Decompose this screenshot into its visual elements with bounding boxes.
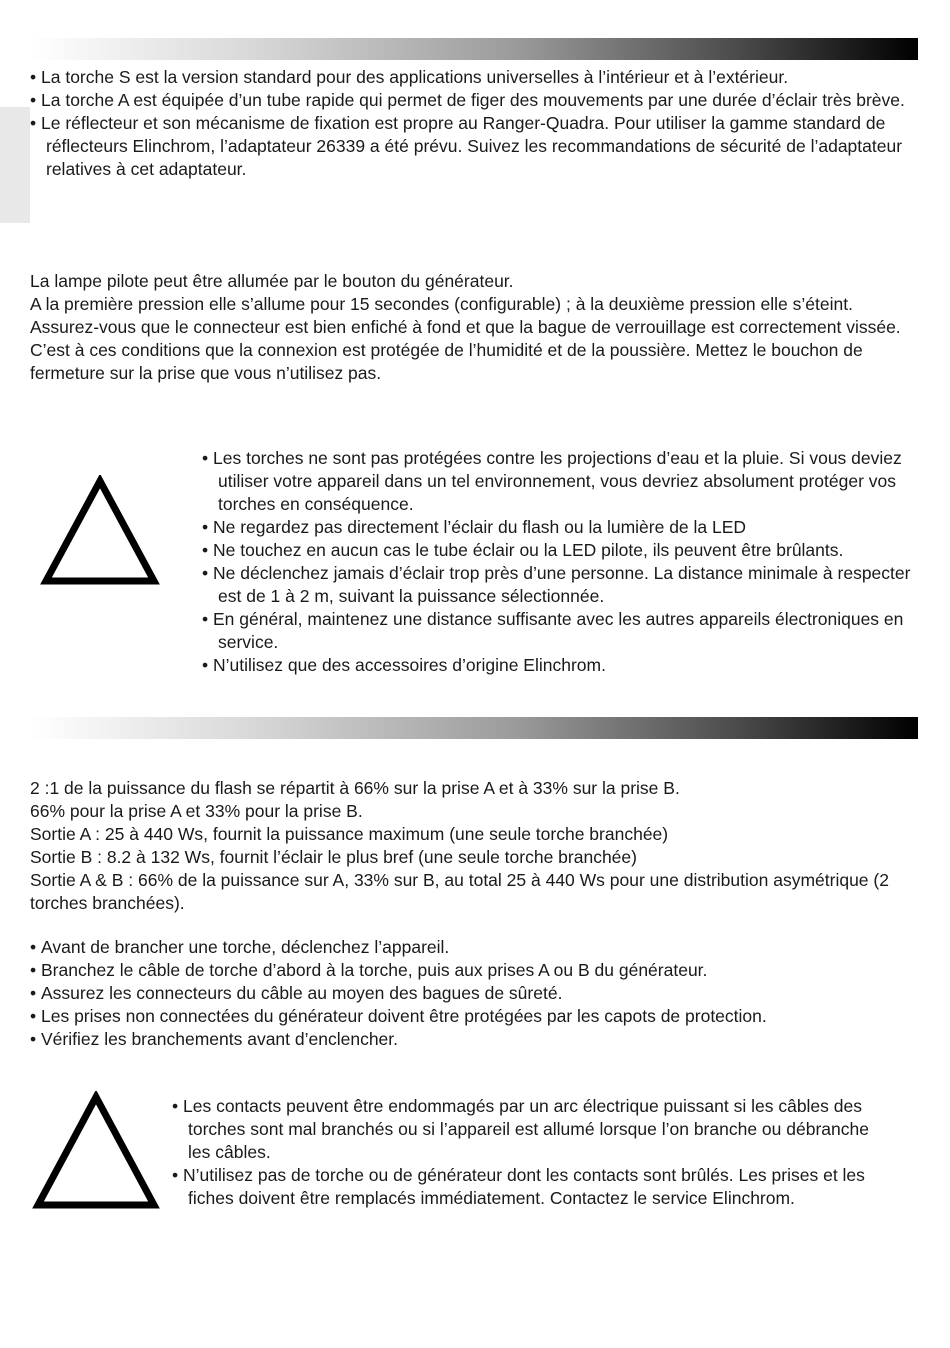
list-item: • Avant de brancher une torche, déclenchez l’appareil. [30,936,920,959]
paragraph-line: Sortie B : 8.2 à 132 Ws, fournit l’éclair le plus bref (une seule torche branchée) [30,847,637,867]
header-gradient-bar [30,38,918,60]
connection-steps-list [30,936,920,1051]
list-item: • Branchez le câble de torche d’abord à la torche, puis aux prises A ou B du générateur. [30,959,920,982]
list-item: • Vérifiez les branchements avant d’enclencher. [30,1028,920,1051]
list-item: • La torche S est la version standard pour des applications universelles à l’intérieur et à l’extérieur. [30,66,920,89]
paragraph-line: Sortie A : 25 à 440 Ws, fournit la puissance maximum (une seule torche branchée) [30,824,669,844]
list-item: • En général, maintenez une distance suffisante avec les autres appareils électroniques en service. [202,608,922,654]
modeling-lamp-text [30,270,910,385]
power-distribution-text [30,777,910,915]
contact-warnings-list [172,1095,872,1210]
list-item: • N’utilisez que des accessoires d’origine Elinchrom. [202,654,922,677]
side-tab-marker [0,107,30,223]
warning-triangle-icon [40,475,160,587]
torch-types-list [30,66,920,181]
list-item: • Les torches ne sont pas protégées contre les projections d’eau et la pluie. Si vous deviez utiliser votre appareil dans un tel environnement, vous devriez absolument protéger vos torches en conséquence. [202,447,922,516]
paragraph-line: Sortie A & B : 66% de la puissance sur A, 33% sur B, au total 25 à 440 Ws pour une distribution asymétrique (2 torches branchées). [30,870,889,913]
paragraph-line: Assurez-vous que le connecteur est bien enfiché à fond et que la bague de verrouillage est correctement vissée. C’est à ces conditions que la connexion est protégée de l’humidité et de la poussière. Mettez le bouchon de fermeture sur la prise que vous n’utilisez pas. [30,317,901,383]
list-item: • N’utilisez pas de torche ou de générateur dont les contacts sont brûlés. Les prises et les fiches doivent être remplacés immédiatement. Contactez le service Elinchrom. [172,1164,872,1210]
header-gradient-bar [30,717,918,739]
list-item: • Les contacts peuvent être endommagés par un arc électrique puissant si les câbles des torches sont mal branchés ou si l’appareil est allumé lorsque l’on branche ou débranche les câbles. [172,1095,872,1164]
safety-warnings-list [202,447,922,677]
list-item: • Assurez les connecteurs du câble au moyen des bagues de sûreté. [30,982,920,1005]
paragraph-line: A la première pression elle s’allume pour 15 secondes (configurable) ; à la deuxième pression elle s’éteint. [30,294,853,314]
list-item: • Ne déclenchez jamais d’éclair trop près d’une personne. La distance minimale à respecter est de 1 à 2 m, suivant la puissance sélectionnée. [202,562,922,608]
paragraph-line: La lampe pilote peut être allumée par le bouton du générateur. [30,271,514,291]
list-item: • Ne touchez en aucun cas le tube éclair ou la LED pilote, ils peuvent être brûlants. [202,539,922,562]
list-item: • Le réflecteur et son mécanisme de fixation est propre au Ranger-Quadra. Pour utiliser la gamme standard de réflecteurs Elinchrom, l’adaptateur 26339 a été prévu. Suivez les recommandations de sécurité de l’adaptateur relatives à cet adaptateur. [30,112,920,181]
paragraph-line: 66% pour la prise A et 33% pour la prise B. [30,801,363,821]
paragraph-line: 2 :1 de la puissance du flash se répartit à 66% sur la prise A et à 33% sur la prise B. [30,778,680,798]
list-item: • Ne regardez pas directement l’éclair du flash ou la lumière de la LED [202,516,922,539]
list-item: • Les prises non connectées du générateur doivent être protégées par les capots de protection. [30,1005,920,1028]
list-item: • La torche A est équipée d’un tube rapide qui permet de figer des mouvements par une durée d’éclair très brève. [30,89,920,112]
warning-triangle-icon [32,1091,160,1211]
